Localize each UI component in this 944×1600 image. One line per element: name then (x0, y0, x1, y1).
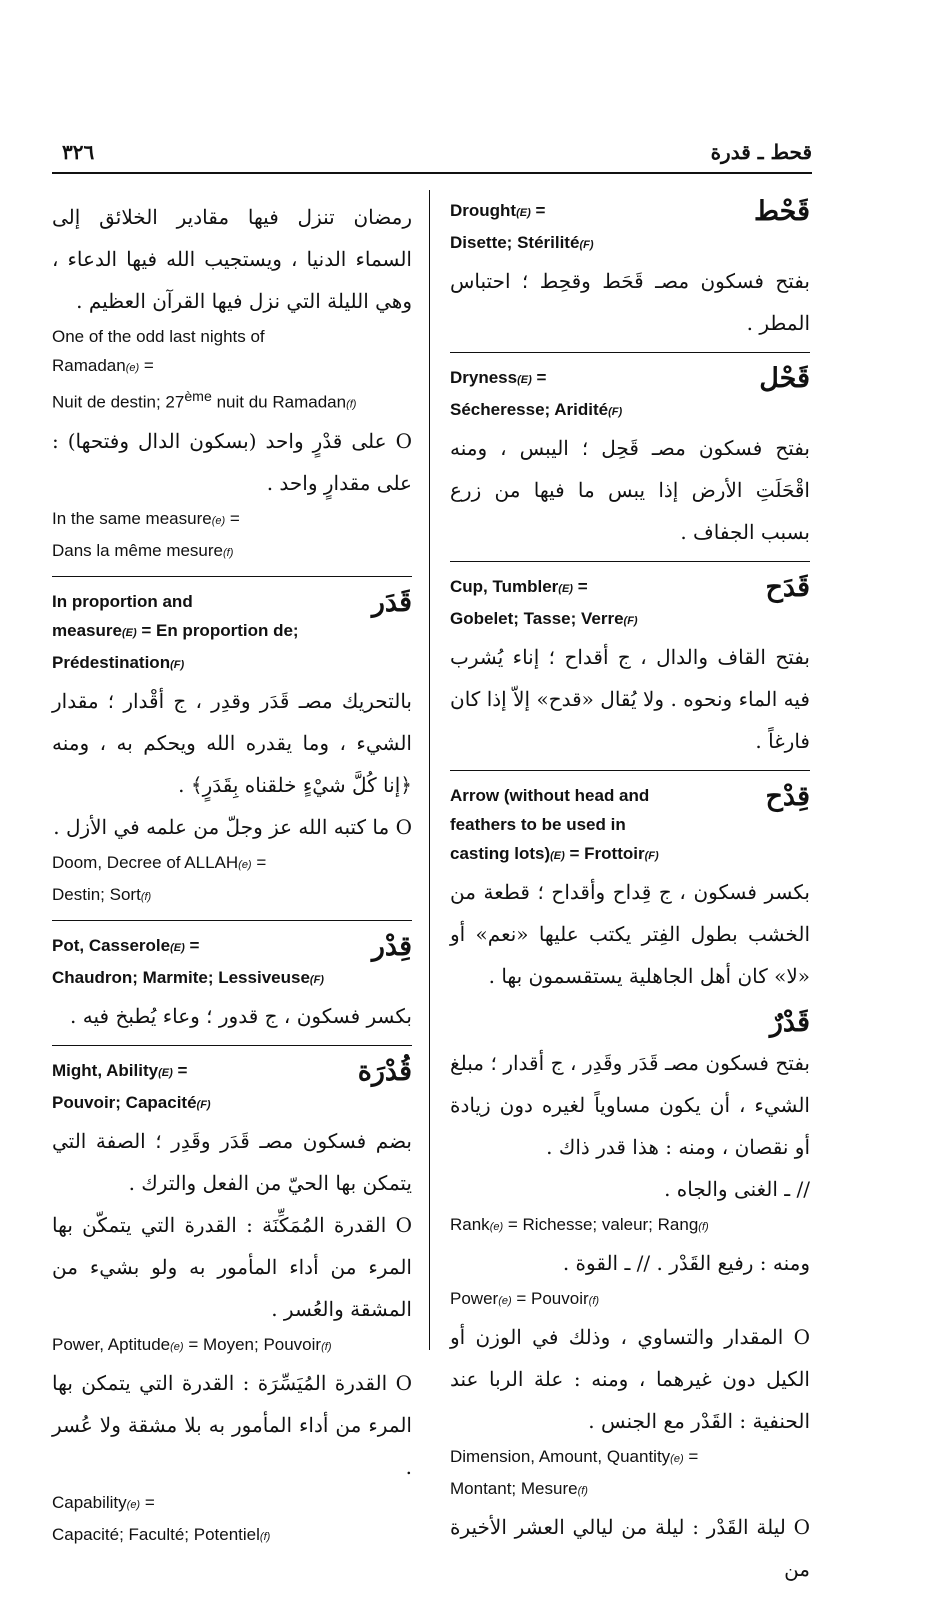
english-gloss-line-1: Arrow (without head and (450, 786, 650, 805)
translation-night-2: Ramadan(e) = (52, 356, 154, 375)
arabic-sense: O ما كتبه الله عز وجلّ من علمه في الأزل . (53, 814, 412, 839)
arabic-definition: بضم فسكون مصـ قَدَر وقَدِر ؛ الصفة التي يتمكن بها الحيّ من الفعل والترك . (52, 1128, 412, 1195)
entry-qahl (450, 363, 810, 562)
english-gloss: Dryness(E) = (450, 368, 547, 387)
entry-qadr (450, 1007, 810, 1590)
arabic-definition: بفتح القاف والدال ، ج أقداح ؛ إناء يُشرب فيه الماء ونحوه . ولا يُقال «قدح» إلاّ إذا كان فارغاً . (450, 645, 810, 753)
right-column (450, 196, 810, 1600)
translation-capability-fr: Capacité; Faculté; Potentiel(f) (52, 1524, 271, 1544)
translation-rank: Rank(e) = Richesse; valeur; Rang(f) (450, 1215, 709, 1234)
translation-night-fr: Nuit de destin; 27ème nuit du Ramadan(f) (52, 389, 357, 412)
arabic-sense: O على قدْرٍ واحد (بسكون الدال وفتحها) : على مقدارٍ واحد . (52, 428, 412, 495)
header-rule (52, 172, 812, 174)
translation-measure-fr: Dans la même mesure(f) (52, 540, 234, 560)
page-number: ٣٢٦ (62, 140, 95, 164)
translation-doom-fr: Destin; Sort(f) (52, 884, 152, 904)
headword: قَدَح (765, 572, 810, 603)
translation-dimension: Dimension, Amount, Quantity(e) = (450, 1447, 699, 1466)
translation-doom: Doom, Decree of ALLAH(e) = (52, 852, 267, 872)
entry-divider (52, 920, 412, 921)
arabic-continuation: رمضان تنزل فيها مقادير الخلائق إلى السماء الدنيا ، ويستجيب الله فيها الدعاء ، وهي الليلة التي نزل فيها القرآن العظيم . (52, 205, 412, 313)
page-header (52, 138, 812, 172)
entry-qadah (450, 572, 810, 771)
entry-qidh (450, 781, 810, 997)
english-gloss-line-2: measure(E) = En proportion de; (52, 620, 299, 640)
entry-divider (450, 770, 810, 771)
headword: قَحْط (754, 196, 810, 227)
french-gloss: Gobelet; Tasse; Verre(F) (450, 609, 638, 628)
translation-dimension-fr: Montant; Mesure(f) (450, 1479, 588, 1498)
french-gloss: Chaudron; Marmite; Lessiveuse(F) (52, 967, 324, 987)
headword: قِدْح (765, 781, 810, 812)
english-gloss: Pot, Casserole(E) = (52, 935, 200, 955)
arabic-definition: بكسر فسكون ، ج قدور ؛ وعاء يُطبخ فيه . (70, 1003, 412, 1028)
translation-power: Power, Aptitude(e) = Moyen; Pouvoir(f) (52, 1334, 332, 1354)
french-gloss: Prédestination(F) (52, 652, 185, 672)
entry-qaht (450, 196, 810, 353)
headword: قِدْر (371, 930, 412, 962)
arabic-sense: O القدرة المُمَكِّنَة : القدرة التي يتمكّن بها المرء من أداء المأمور به ولو بشيء من المشقة والعُسر . (52, 1212, 412, 1321)
entry-divider (52, 1045, 412, 1046)
french-gloss: Sécheresse; Aridité(F) (450, 400, 623, 419)
english-gloss-line-1: In proportion and (52, 591, 193, 611)
headword: قَدَر (371, 586, 412, 618)
arabic-definition: بفتح فسكون مصـ قَحِل ؛ اليبس ، ومنه اقْحَلَتِ الأرض إذا يبس ما فيها من زرع بسبب الجفاف . (450, 436, 810, 544)
french-gloss: Disette; Stérilité(F) (450, 233, 594, 252)
arabic-definition: بالتحريك مصـ قَدَر وقدِر ، ج أقْدار ؛ مقدار الشيء ، وما يقدره الله ويحكم به ، ومنه ﴿إنا كُلَّ شيْءٍ خلقناه بِقَدَرٍ﴾ . (52, 688, 412, 797)
entry-qadar (52, 587, 412, 921)
column-divider (429, 190, 430, 1350)
headword: قُدْرَة (357, 1055, 412, 1087)
arabic-definition: بفتح فسكون مصـ قَحَط وقحِط ؛ احتباس المطر . (450, 269, 810, 335)
english-gloss-line-3: casting lots)(E) = Frottoir(F) (450, 844, 659, 863)
arabic-sense: O ليلة القَدْر : ليلة من ليالي العشر الأخيرة من (450, 1515, 810, 1581)
english-gloss: Cup, Tumbler(E) = (450, 577, 588, 596)
arabic-definition: بكسر فسكون ، ج قِداح وأقداح ؛ قطعة من الخشب بطول الفِتر يكتب عليها «نعم» أو «لا» كان أهل الجاهلية يستقسمون بها . (450, 880, 810, 988)
translation-measure: In the same measure(e) = (52, 508, 240, 528)
entry-qudra (52, 1056, 412, 1552)
headword: قَحْل (759, 363, 810, 394)
arabic-sense: O القدرة المُيَسِّرَة : القدرة التي يتمكن بها المرء من أداء المأمور به بلا مشقة ولا عُسر . (52, 1370, 412, 1479)
english-gloss: Might, Ability(E) = (52, 1060, 188, 1080)
translation-night-1: One of the odd last nights of (52, 327, 265, 346)
arabic-sense: O المقدار والتساوي ، وذلك في الوزن أو الكيل دون غيرهما ، ومنه : علة الربا عند الحنفية : القَدْر مع الجنس . (450, 1325, 810, 1433)
entry-divider (450, 561, 810, 562)
running-head: قحط ـ قدرة (710, 140, 812, 164)
english-gloss: Drought(E) = (450, 201, 546, 220)
entry-divider (450, 352, 810, 353)
arabic-sense: // ـ الغنى والجاه . (664, 1177, 810, 1201)
translation-capability: Capability(e) = (52, 1492, 155, 1512)
arabic-sense: ومنه : رفيع القَدْر . // ـ القوة . (562, 1251, 810, 1275)
arabic-definition: بفتح فسكون مصـ قَدَر وقَدِر ، ج أقدار ؛ مبلغ الشيء ، أن يكون مساوياً لغيره دون زيادة أو نقصان ، ومنه : هذا قدر ذاك . (450, 1051, 810, 1159)
headword: قَدْرٌ (769, 1007, 810, 1038)
entry-qidr (52, 931, 412, 1046)
entry-divider (52, 576, 412, 577)
english-gloss-line-2: feathers to be used in (450, 815, 626, 834)
french-gloss: Pouvoir; Capacité(F) (52, 1092, 211, 1112)
left-column (52, 196, 412, 1562)
translation-power: Power(e) = Pouvoir(f) (450, 1289, 600, 1308)
